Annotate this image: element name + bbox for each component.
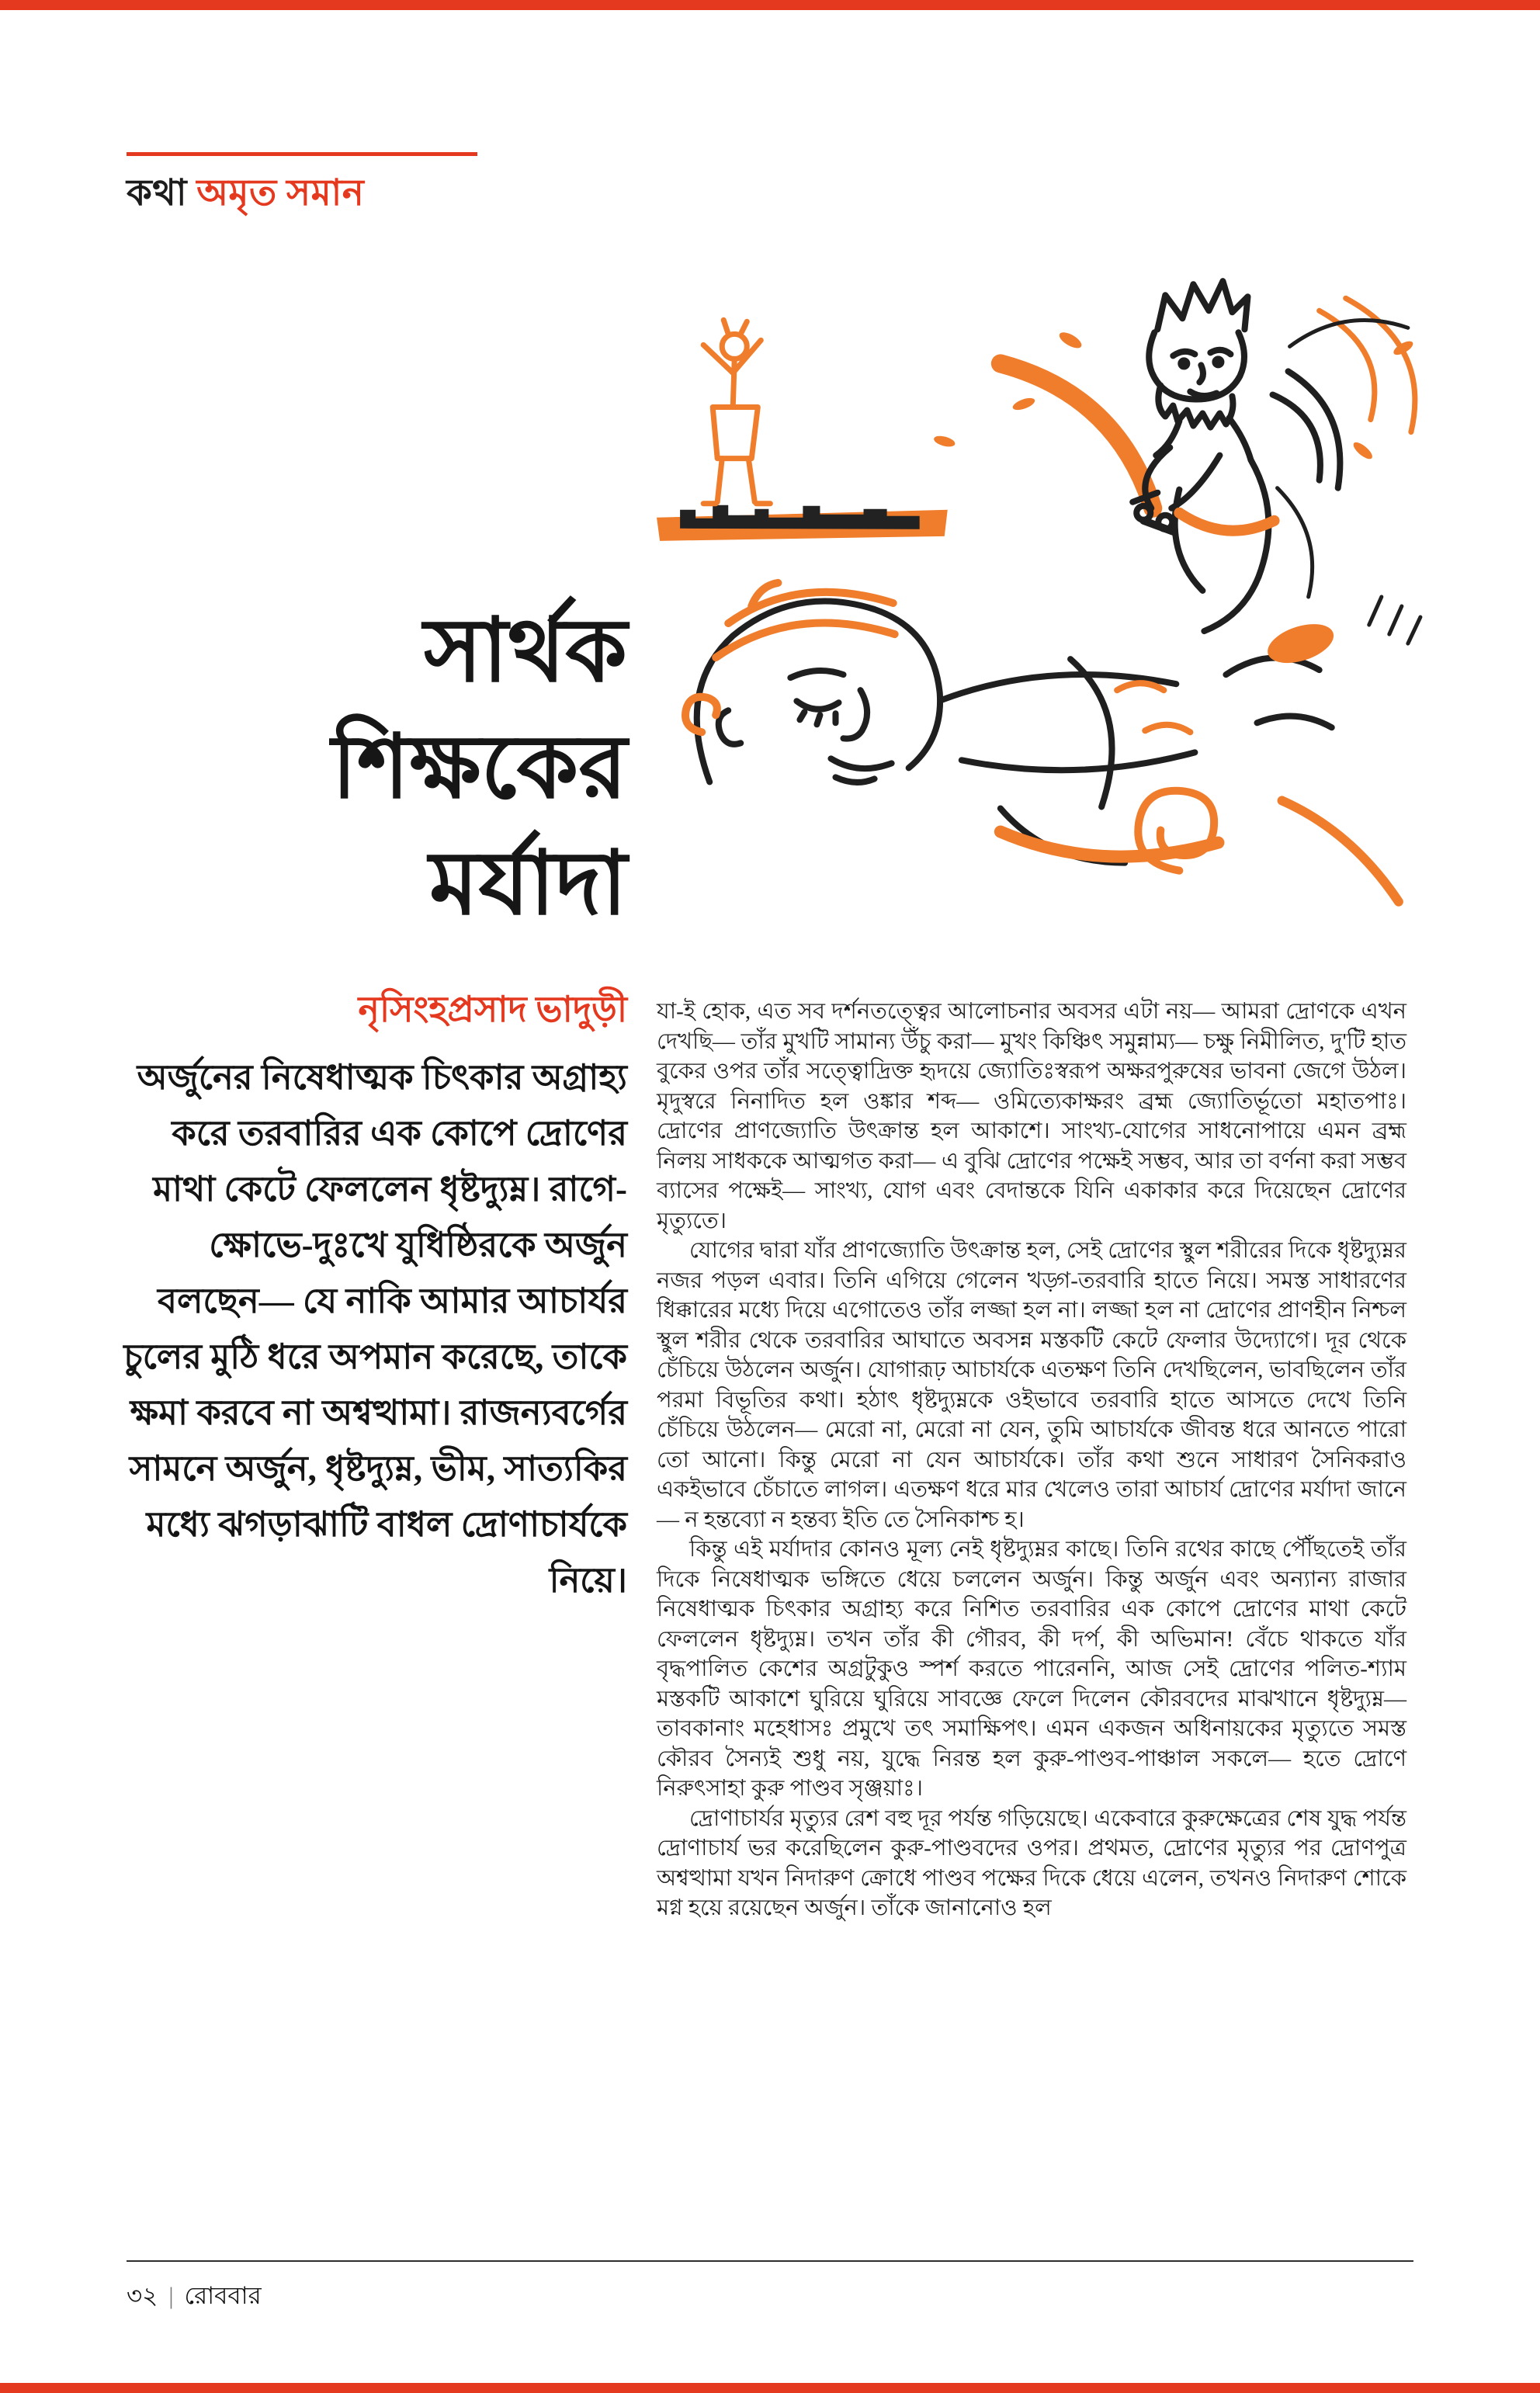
section-kicker <box>127 165 364 225</box>
top-accent-bar <box>0 0 1540 10</box>
lede-paragraph: অর্জুনের নিষেধাত্মক চিৎকার অগ্রাহ্য করে তরবারির এক কোপে দ্রোণের মাথা কেটে ফেললেন ধৃষ্টদ্যুম্ন। রাগে-ক্ষোভে-দুঃখে যুধিষ্ঠিরকে অর্জুন বলছেন— যে নাকি আমার আচার্যর চুলের মুঠি ধরে অপমান করেছে, তাকে ক্ষমা করবে না অশ্বত্থামা। রাজন্যবর্গের সামনে অর্জুন, ধৃষ্টদ্যুম্ন, ভীম, সাত্যকির মধ্যে ঝগড়াঝাটি বাধল দ্রোণাচার্যকে নিয়ে। <box>123 1058 627 1600</box>
body-paragraph: কিন্তু এই মর্যাদার কোনও মূল্য নেই ধৃষ্টদ্যুম্নর কাছে। তিনি রথের কাছে পৌঁছতেই তাঁর দিকে নিষেধাত্মক ভঙ্গিতে ধেয়ে চললেন অর্জুন। কিন্তু অর্জুন এবং অন্যান্য রাজার নিষেধাত্মক চিৎকার অগ্রাহ্য করে নিশিত তরবারির এক কোপে দ্রোণের মাথা কেটে ফেললেন ধৃষ্টদ্যুম্ন। তখন তাঁর কী গৌরব, কী দর্প, কী অভিমান! বেঁচে থাকতে যাঁর বৃদ্ধপালিত কেশের অগ্রটুকুও স্পর্শ করতে পারেননি, আজ সেই দ্রোণের পলিত-শ্যাম মস্তকটি আকাশে ঘুরিয়ে ঘুরিয়ে সাবজ্ঞে ফেলে দিলেন কৌরবদের মাঝখানে ধৃষ্টদ্যুম্ন— তাবকানাং মহেধাসঃ প্রমুখে তৎ সমাক্ষিপৎ। এমন একজন অধিনায়কের মৃত্যুতে সমস্ত কৌরব সৈন্যই শুধু নয়, যুদ্ধে নিরন্ত হল কুরু-পাণ্ডব-পাঞ্চাল সকলে— হতে দ্রোণে নিরুৎসাহা কুরু পাণ্ডব সৃঞ্জয়াঃ। <box>657 1537 1406 1801</box>
article-body <box>657 997 1406 1923</box>
headline-line-3: মর্যাদা <box>429 834 627 934</box>
footer-rule <box>127 2260 1413 2262</box>
author-name: নৃসিংহপ্রসাদ ভাদুড়ী <box>358 990 627 1029</box>
headline-line-2: শিক্ষকের <box>331 718 627 817</box>
footer-separator: | <box>168 2282 174 2309</box>
small-warrior <box>703 320 770 503</box>
battle-scene <box>657 281 1415 631</box>
body-paragraph: দ্রোণাচার্যর মৃত্যুর রেশ বহু দূর পর্যন্ত গড়িয়েছে। একেবারে কুরুক্ষেত্রের শেষ যুদ্ধ পর্যন্ত দ্রোণাচার্য ভর করেছিলেন কুরু-পাণ্ডবদের ওপর। প্রথমত, দ্রোণের মৃত্যুর পর দ্রোণপুত্র অশ্বত্থামা যখন নিদারুণ ক্রোধে পাণ্ডব পক্ষের দিকে ধেয়ে এলেন, তখনও নিদারুণ শোকে মগ্ন হয়ে রয়েছেন অর্জুন। তাঁকে জানানোও হল <box>657 1805 1406 1920</box>
footer <box>127 2277 262 2318</box>
article-illustration <box>635 255 1462 970</box>
magazine-title: রোববার <box>184 2282 262 2309</box>
body-paragraph: যা-ই হোক, এত সব দর্শনতত্ত্বের আলোচনার অবসর এটা নয়— আমরা দ্রোণকে এখন দেখছি— তাঁর মুখটি সামান্য উঁচু করা— মুখং কিঞ্চিৎ সমুন্নাম্য— চক্ষু নিমীলিত, দু'টি হাত বুকের ওপর তাঁর সত্ত্বোদ্রিক্ত হৃদয়ে জ্যোতিঃস্বরূপ অক্ষরপুরুষের ভাবনা জেগে উঠল। মৃদুস্বরে নিনাদিত হল ওঙ্কার শব্দ— ওমিত্যেকাক্ষরং ব্রহ্ম জ্যোতির্ভূতো মহাতপাঃ। দ্রোণের প্রাণজ্যোতি উৎক্রান্ত হল আকাশে। সাংখ্য-যোগের সাধনোপায়ে এমন ব্রহ্ম নিলয় সাধককে আত্মগত করা— এ বুঝি দ্রোণের পক্ষেই সম্ভব, আর তা বর্ণনা করা সম্ভব ব্যাসের পক্ষেই— সাংখ্য, যোগ এবং বেদান্তকে যিনি একাকার করে দিয়েছেন দ্রোণের মৃত্যুতে। <box>657 999 1406 1233</box>
headline-line-1: সার্থক <box>424 602 627 701</box>
kicker-rest: অমৃত সমান <box>186 173 365 213</box>
illustration-svg <box>635 255 1462 970</box>
fallen-drona <box>685 583 1420 902</box>
kicker-rule <box>127 152 477 156</box>
article-headline <box>85 593 627 942</box>
page-number: ৩২ <box>127 2282 158 2309</box>
kicker-word: কথা <box>127 173 187 213</box>
bottom-accent-bar <box>0 2383 1540 2393</box>
body-paragraph: যোগের দ্বারা যাঁর প্রাণজ্যোতি উৎক্রান্ত হল, সেই দ্রোণের স্থুল শরীরের দিকে ধৃষ্টদ্যুম্নর নজর পড়ল এবার। তিনি এগিয়ে গেলেন খড়্গ-তরবারি হাতে নিয়ে। সমস্ত সাধারণের ধিক্কারের মধ্যে দিয়ে এগোতেও তাঁর লজ্জা হল না। লজ্জা হল না দ্রোণের প্রাণহীন নিশ্চল স্থুল শরীর থেকে তরবারির আঘাতে অবসন্ন মস্তকটি কেটে ফেলার উদ্যোগে। দূর থেকে চেঁচিয়ে উঠলেন অর্জুন। যোগারূঢ় আচার্যকে এতক্ষণ তিনি দেখছিলেন, ভাবছিলেন তাঁর পরমা বিভূতির কথা। হঠাৎ ধৃষ্টদ্যুম্নকে ওইভাবে তরবারি হাতে আসতে দেখে তিনি চেঁচিয়ে উঠলেন— মেরো না, মেরো না যেন, তুমি আচার্যকে জীবন্ত ধরে আনতে পারো তো আনো। কিন্তু মেরো না যেন আচার্যকে। তাঁর কথা শুনে সাধারণ সৈনিকরাও একইভাবে চেঁচাতে লাগল। এতক্ষণ ধরে মার খেলেও তারা আচার্য দ্রোণের মর্যাদা জানে— ন হন্তব্যো ন হন্তব্য ইতি তে সৈনিকাশ্চ হ। <box>657 1238 1406 1532</box>
